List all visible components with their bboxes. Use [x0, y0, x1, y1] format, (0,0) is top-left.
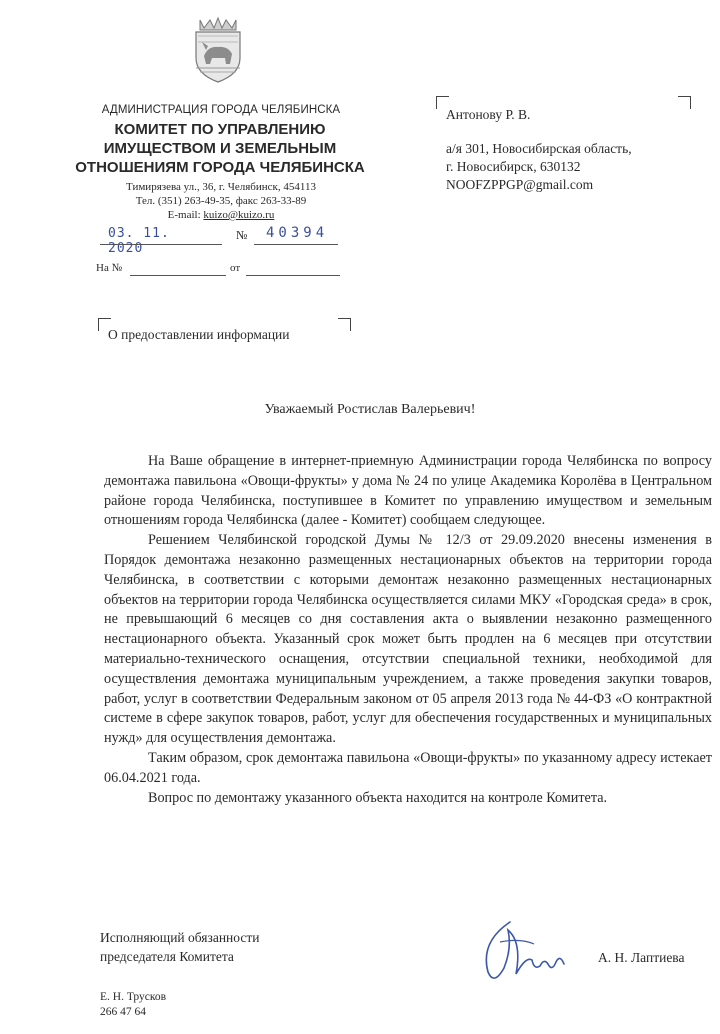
signatory-title: [100, 928, 360, 966]
committee-line-3: ОТНОШЕНИЯМ ГОРОДА ЧЕЛЯБИНСКА: [75, 159, 365, 176]
signatory-title-line-1: Исполняющий обязанности: [100, 930, 260, 945]
committee-line-2: ИМУЩЕСТВОМ И ЗЕМЕЛЬНЫМ: [103, 140, 337, 157]
sender-email-row: [86, 208, 356, 222]
sender-contacts: [86, 180, 356, 222]
paragraph-1: На Ваше обращение в интернет-приемную Администрации города Челябинска по вопросу демонтажа павильона «Овощи-фрукты» у дома № 24 по улице Академика Королёва в Центральном районе города Челябинска, поступившее в Комитет по управлению имуществом и земельным отношениям города Челябинска (далее - Комитет) сообщаем следующее.: [104, 453, 712, 529]
paragraph-2: Решением Челябинской городской Думы № 12/3 от 29.09.2020 внесены изменения в Порядок демонтажа незаконно размещенных нестационарных объектов на территории города Челябинска, в соответствии с которыми демонтаж незаконно размещенных нестационарных объектов на территории города Челябинска осуществляется силами МКУ «Городская среда» в срок, не превышающий 6 месяцев со дня составления акта о выявлении незаконно размещенного нестационарного объекта. Указанный срок может быть продлен на 6 месяцев при отсутствии материально-технического оснащения, отсутствии специальной техники, необходимой для осуществления демонтажа муниципальным учреждением, а также проведения закупки товаров, работ, услуг в соответствии Федеральным законом от 05 апреля 2013 года № 44-ФЗ «О контрактной системе в сфере закупок товаров, работ, услуг для обеспечения государственных и муниципальных нужд» для осуществления демонтажа.: [104, 532, 712, 747]
email-label: E-mail:: [167, 209, 204, 221]
sender-email-link[interactable]: kuizo@kuizo.ru: [203, 209, 275, 221]
recipient-email: NOOFZPPGP@gmail.com: [446, 177, 594, 192]
executor-block: [100, 990, 300, 1020]
admin-line: АДМИНИСТРАЦИЯ ГОРОДА ЧЕЛЯБИНСКА: [101, 104, 341, 116]
letter-body: [104, 452, 712, 808]
recipient-line-1: а/я 301, Новосибирская область,: [446, 141, 632, 156]
signatory-name: А. Н. Лаптиева: [598, 950, 685, 965]
letter-subject: О предоставлении информации: [108, 327, 290, 342]
recipient-name: Антонову Р. В.: [446, 107, 531, 122]
sender-address: Тимирязева ул., 36, г. Челябинск, 454113: [126, 181, 316, 193]
recipient-line-2: г. Новосибирск, 630132: [446, 159, 581, 174]
number-sign: №: [236, 228, 248, 242]
paragraph-3: Таким образом, срок демонтажа павильона «Овощи-фрукты» по указанному адресу истекает 06.04.2021 года.: [104, 749, 712, 786]
recipient-block: [446, 106, 696, 194]
ref-number-line: [130, 275, 226, 276]
greeting: Уважаемый Ростислав Валерьевич!: [264, 402, 476, 417]
handwritten-signature-icon: [470, 912, 590, 992]
signatory-title-line-2: председателя Комитета: [100, 949, 234, 964]
outgoing-number: 40394: [266, 225, 329, 241]
committee-line-1: КОМИТЕТ ПО УПРАВЛЕНИЮ: [114, 121, 326, 138]
ref-date-line: [246, 275, 340, 276]
executor-phone: 266 47 64: [100, 1006, 146, 1018]
outgoing-date: 03. 11. 2020: [108, 226, 170, 256]
sender-phone: Тел. (351) 263-49-35, факс 263-33-89: [135, 195, 307, 207]
outgoing-date-number: [96, 225, 336, 256]
reference-row: [96, 262, 346, 278]
number-underline: [254, 244, 338, 245]
executor-name: Е. Н. Трусков: [100, 991, 167, 1003]
date-underline: [100, 244, 222, 245]
ref-label: На №: [96, 262, 123, 274]
ref-from: от: [230, 262, 241, 274]
committee-name: [70, 120, 370, 177]
chelyabinsk-coat-of-arms-icon: [190, 14, 246, 84]
paragraph-4: Вопрос по демонтажу указанного объекта находится на контроле Комитета.: [148, 789, 608, 806]
